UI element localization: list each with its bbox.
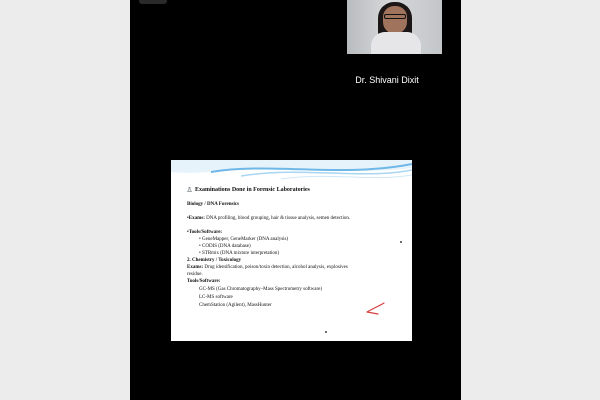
section2-heading: 2. Chemistry / Toxicology: [187, 258, 242, 263]
slide-title: [187, 187, 310, 193]
section1-tools-label: •Tools/Software:: [187, 230, 223, 235]
participant-name-label: Dr. Shivani Dixit: [355, 75, 419, 85]
section1-tool-item: • CODIS (DNA database): [199, 244, 251, 249]
section1-tool-item: • STRmix (DNA mixture interpretation): [199, 251, 280, 256]
pen-annotation: [362, 302, 386, 316]
slide-header-decoration: [171, 160, 412, 184]
slide-dot: [325, 331, 327, 333]
section1-tool-item: • GeneMapper, GeneMarker (DNA analysis): [199, 237, 289, 242]
section2-exams: [187, 265, 348, 271]
section1-exams-text: DNA profiling, blood grouping, hair & tissue analysis, semen detection.: [206, 216, 351, 221]
participant-face: [383, 6, 407, 34]
section2-exams-continued: residue.: [187, 272, 203, 277]
section1-tool-text: STRmix (DNA mixture interpretation): [202, 251, 280, 256]
slide-title-text: Examinations Done in Forensic Laboratories: [195, 187, 310, 193]
flask-icon: [187, 187, 192, 192]
slide-dot: [400, 241, 402, 243]
section2-tool-item: GC-MS (Gas Chromatography–Mass Spectrometry software): [199, 287, 323, 292]
section2-tools-label: Tools/Software:: [187, 279, 221, 284]
section1-tool-text: GeneMapper, GeneMarker (DNA analysis): [202, 237, 289, 242]
left-margin: [0, 0, 130, 400]
section2-tool-item: LC-MS software: [199, 295, 233, 300]
participant-body: [371, 32, 421, 54]
top-control-tab[interactable]: [139, 0, 167, 4]
participant-video-tile[interactable]: [347, 0, 442, 54]
right-margin: [461, 0, 600, 400]
section2-exams-label: Exams:: [187, 265, 204, 270]
section1-tool-text: CODIS (DNA database): [202, 244, 251, 249]
participant-glasses: [384, 14, 406, 19]
section1-exams: [187, 216, 350, 222]
section2-tool-item: ChemStation (Agilent), MassHunter: [199, 303, 272, 308]
section2-exams-text: Drug identification, poison/toxin detection, alcohol analysis, explosives: [204, 265, 348, 270]
section1-exams-label: •Exams:: [187, 216, 205, 221]
section1-heading: Biology / DNA Forensics: [187, 202, 239, 207]
